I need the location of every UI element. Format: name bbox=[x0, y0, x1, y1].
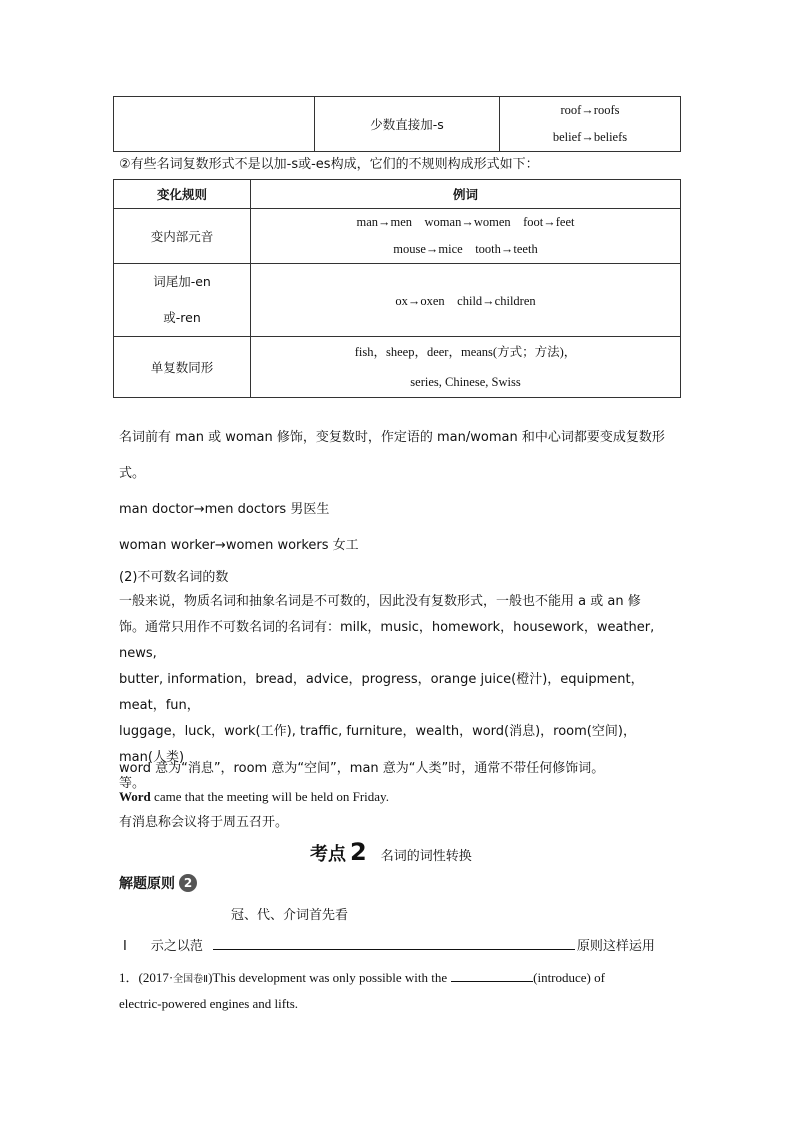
q1-line2: electric-powered engines and lifts. bbox=[119, 996, 299, 1011]
demo-line bbox=[123, 935, 679, 954]
row2-rule bbox=[114, 264, 251, 337]
q1-answer-blank[interactable] bbox=[451, 971, 533, 982]
uncountable-line-5: 等。 bbox=[119, 776, 146, 791]
table1-example-cell bbox=[500, 97, 681, 152]
note-word-room-man: word 意为“消息”，room 意为“空间”，man 意为“人类”时，通常不带任何修饰词。 bbox=[119, 761, 605, 776]
row1-rule: 变内部元音 bbox=[114, 209, 251, 264]
demo-roman: Ⅰ bbox=[123, 939, 127, 954]
section-uncountable-heading: (2)不可数名词的数 bbox=[119, 570, 229, 585]
principle-number-badge: 2 bbox=[179, 874, 197, 892]
principle-label: 解题原则 bbox=[119, 876, 175, 892]
uncountable-line-2: 饰。通常只用作不可数名词的名词有：milk，music，homework，housework，weather, news, bbox=[119, 620, 655, 661]
row3-rule: 单复数同形 bbox=[114, 337, 251, 398]
q1-number: 1．(2017· bbox=[119, 970, 174, 985]
row2-rule-line2: 或-ren bbox=[163, 310, 201, 325]
demo-tail: 原则这样运用 bbox=[576, 939, 655, 954]
plural-rules-table-continued bbox=[113, 96, 681, 152]
table1-empty-cell bbox=[114, 97, 315, 152]
header-example: 例词 bbox=[251, 180, 681, 209]
row3-example-line2: series, Chinese, Swiss bbox=[410, 375, 521, 389]
example-sentence-rest: came that the meeting will be held on Friday. bbox=[150, 789, 389, 804]
row3-examples bbox=[251, 337, 681, 398]
row3-example-line1: fish，sheep，deer，means(方式；方法)， bbox=[354, 345, 577, 359]
example-translation: 有消息称会议将于周五召开。 bbox=[119, 815, 289, 830]
demo-blank-line bbox=[213, 939, 575, 950]
header-rule: 变化规则 bbox=[114, 180, 251, 209]
q1-text: )This development was only possible with the bbox=[208, 970, 448, 985]
uncountable-line-1: 一般来说，物质名词和抽象名词是不可数的，因此没有复数形式，一般也不能用 a 或 an 修 bbox=[119, 594, 641, 609]
table1-rule-cell: 少数直接加-s bbox=[315, 97, 500, 152]
row2-rule-line1: 词尾加-en bbox=[153, 274, 211, 289]
uncountable-line-3: butter, information，bread，advice，progress，orange juice(橙汁)，equipment，meat，fun， bbox=[119, 672, 644, 713]
demo-label: 示之以范 bbox=[150, 939, 203, 954]
row1-example-line1: man→men woman→women foot→feet bbox=[356, 215, 575, 229]
row2-examples: ox→oxen child→children bbox=[251, 264, 681, 337]
note-man-woman-line1: 名词前有 man 或 woman 修饰，变复数时，作定语的 man/woman 和中心词都要变成复数形 bbox=[119, 430, 665, 445]
table1-example-line2: belief→beliefs bbox=[552, 130, 628, 144]
example-woman-worker: woman worker→women workers 女工 bbox=[119, 538, 359, 553]
kaodian-heading bbox=[310, 838, 472, 866]
principle-text: 冠、代、介词首先看 bbox=[231, 908, 349, 923]
row1-examples bbox=[251, 209, 681, 264]
kaodian-title: 名词的词性转换 bbox=[380, 849, 472, 864]
irregular-intro: ②有些名词复数形式不是以加-s或-es构成，它们的不规则构成形式如下： bbox=[119, 157, 539, 172]
uncountable-line-4: luggage，luck，work(工作), traffic, furniture，wealth，word(消息)，room(空间)，man(人类) bbox=[119, 724, 636, 765]
example-bold-word: Word bbox=[119, 789, 151, 804]
note-man-woman-line2: 式。 bbox=[119, 466, 146, 481]
table1-example-line1: roof→roofs bbox=[560, 103, 620, 117]
principle-heading bbox=[119, 873, 197, 893]
irregular-plural-table bbox=[113, 179, 681, 398]
row1-example-line2: mouse→mice tooth→teeth bbox=[393, 242, 538, 256]
question-1 bbox=[119, 967, 679, 1012]
example-man-doctor: man doctor→men doctors 男医生 bbox=[119, 502, 330, 517]
example-sentence bbox=[119, 789, 389, 805]
kaodian-label: 考点 bbox=[310, 844, 346, 865]
q1-source: 全国卷Ⅱ bbox=[173, 974, 209, 985]
q1-hint: (introduce) of bbox=[533, 970, 605, 985]
kaodian-number: 2 bbox=[350, 838, 367, 866]
